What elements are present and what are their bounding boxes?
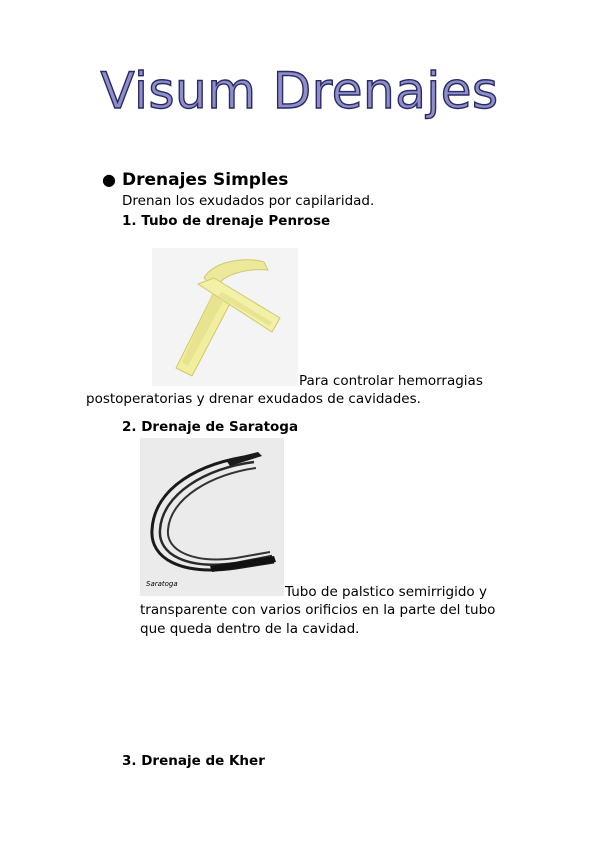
penrose-caption-line1: Para controlar hemorragias bbox=[299, 373, 483, 389]
penrose-drain-image bbox=[152, 248, 298, 386]
saratoga-caption-line3: que queda dentro de la cavidad. bbox=[140, 621, 360, 637]
item-heading-penrose: 1. Tubo de drenaje Penrose bbox=[122, 213, 331, 229]
item-heading-saratoga: 2. Drenaje de Saratoga bbox=[122, 419, 299, 435]
document-title: Visum Drenajes bbox=[100, 62, 499, 120]
item-heading-kher: 3. Drenaje de Kher bbox=[122, 753, 265, 769]
bullet-icon: ● bbox=[102, 170, 116, 189]
saratoga-drain-image bbox=[140, 438, 284, 596]
section-description: Drenan los exudados por capilaridad. bbox=[122, 193, 375, 209]
saratoga-caption-line1: Tubo de palstico semirrigido y bbox=[285, 584, 487, 600]
saratoga-image-label: Saratoga bbox=[146, 580, 178, 588]
saratoga-caption-line2: transparente con varios orificios en la parte del tubo bbox=[140, 602, 496, 618]
section-heading: Drenajes Simples bbox=[122, 170, 289, 190]
penrose-caption-line2: postoperatorias y drenar exudados de cavidades. bbox=[86, 391, 421, 407]
